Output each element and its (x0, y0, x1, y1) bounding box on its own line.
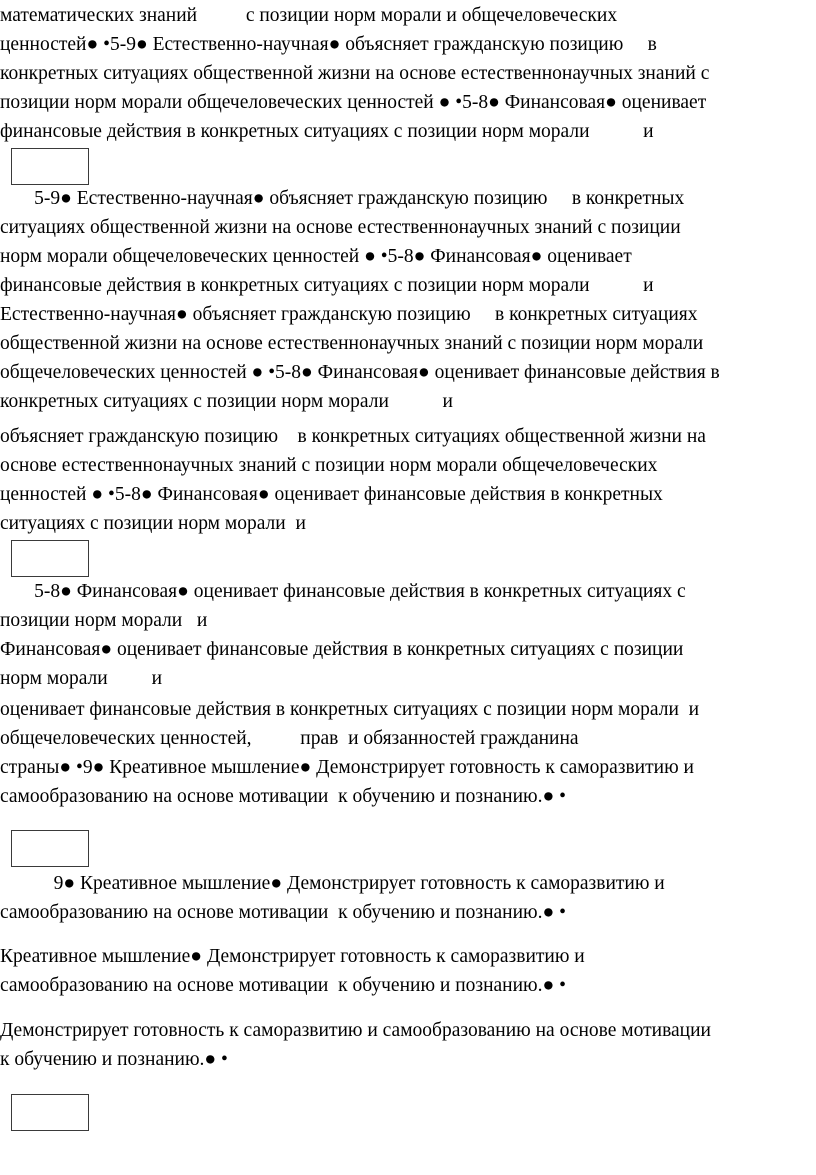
text-line: конкретных ситуациях с позиции норм морали и (0, 391, 453, 412)
text-line: самообразованию на основе мотивации к обучению и познанию.● • (0, 975, 566, 996)
text-line: общечеловеческих ценностей, прав и обязанностей гражданина (0, 728, 579, 749)
text-line: ситуациях с позиции норм морали и (0, 513, 306, 534)
empty-box (11, 540, 89, 577)
text-line: общественной жизни на основе естественнонаучных знаний с позиции норм морали (0, 333, 704, 354)
text-line: конкретных ситуациях общественной жизни на основе естественнонаучных знаний с (0, 63, 710, 84)
text-line: норм морали и (0, 668, 162, 689)
text-line: 9● Креативное мышление● Демонстрирует готовность к саморазвитию и (0, 873, 665, 894)
text-line: самообразованию на основе мотивации к обучению и познанию.● • (0, 902, 566, 923)
text-line: финансовые действия в конкретных ситуациях с позиции норм морали и (0, 275, 654, 296)
text-line: к обучению и познанию.● • (0, 1049, 228, 1070)
text-line: самообразованию на основе мотивации к обучению и познанию.● • (0, 786, 566, 807)
text-line: математических знаний с позиции норм морали и общечеловеческих (0, 5, 618, 26)
text-line: Демонстрирует готовность к саморазвитию и самообразованию на основе мотивации (0, 1020, 711, 1041)
text-line: оценивает финансовые действия в конкретных ситуациях с позиции норм морали и (0, 699, 700, 720)
text-line: Естественно-научная● объясняет гражданскую позицию в конкретных ситуациях (0, 304, 698, 325)
empty-box (11, 1094, 89, 1131)
empty-box (11, 830, 89, 867)
text-line: 5-8● Финансовая● оценивает финансовые действия в конкретных ситуациях с (0, 581, 686, 602)
text-line: позиции норм морали и (0, 610, 208, 631)
text-line: ценностей● •5-9● Естественно-научная● объясняет гражданскую позицию в (0, 34, 657, 55)
text-line: основе естественнонаучных знаний с позиции норм морали общечеловеческих (0, 455, 658, 476)
text-line: страны● •9● Креативное мышление● Демонстрирует готовность к саморазвитию и (0, 757, 694, 778)
text-line: общечеловеческих ценностей ● •5-8● Финансовая● оценивает финансовые действия в (0, 362, 720, 383)
text-line: Креативное мышление● Демонстрирует готовность к саморазвитию и (0, 946, 585, 967)
text-line: ценностей ● •5-8● Финансовая● оценивает финансовые действия в конкретных (0, 484, 663, 505)
text-line: Финансовая● оценивает финансовые действия в конкретных ситуациях с позиции (0, 639, 684, 660)
text-line: ситуациях общественной жизни на основе естественнонаучных знаний с позиции (0, 217, 681, 238)
text-line: норм морали общечеловеческих ценностей ● •5-8● Финансовая● оценивает (0, 246, 632, 267)
text-line: объясняет гражданскую позицию в конкретных ситуациях общественной жизни на (0, 426, 706, 447)
text-line: финансовые действия в конкретных ситуациях с позиции норм морали и (0, 121, 654, 142)
text-line: 5-9● Естественно-научная● объясняет гражданскую позицию в конкретных (0, 188, 685, 209)
empty-box (11, 148, 89, 185)
text-line: позиции норм морали общечеловеческих ценностей ● •5-8● Финансовая● оценивает (0, 92, 707, 113)
